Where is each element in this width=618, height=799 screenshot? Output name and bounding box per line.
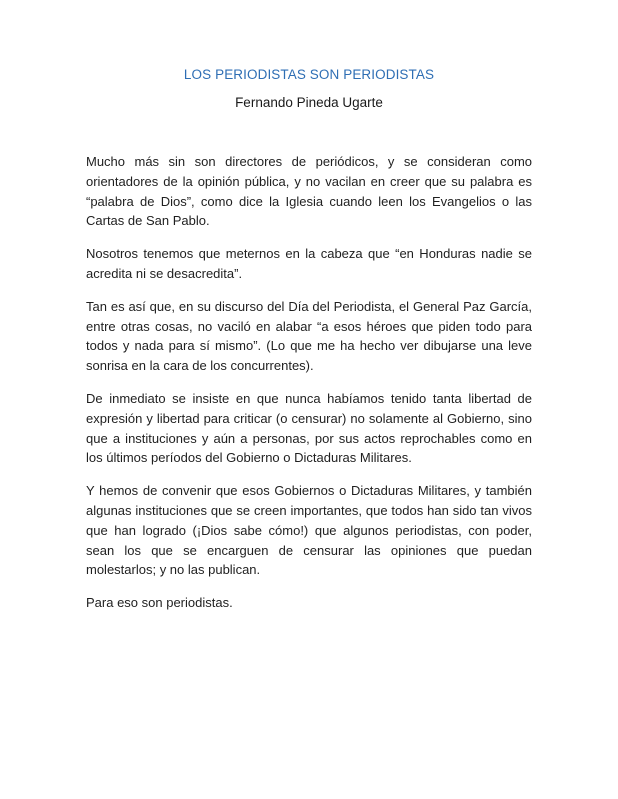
document-title: LOS PERIODISTAS SON PERIODISTAS bbox=[183, 67, 435, 82]
paragraph: Tan es así que, en su discurso del Día del Periodista, el General Paz García, entre otras cosas, no vaciló en alabar “a esos héroes que piden todo para todos y nada para sí mismo”. (Lo que me ha hecho ver dibujarse una leve sonrisa en la cara de los concurrentes). bbox=[86, 298, 532, 374]
paragraph: Mucho más sin son directores de periódicos, y se consideran como orientadores de la opinión pública, y no vacilan en creer que su palabra es “palabra de Dios”, como dice la Iglesia cuando leen los Evangelios o las Cartas de San Pablo. bbox=[86, 154, 532, 229]
paragraph: Nosotros tenemos que meternos en la cabeza que “en Honduras nadie se acredita ni se desacredita”. bbox=[86, 246, 532, 281]
paragraph: Y hemos de convenir que esos Gobiernos o Dictaduras Militares, y también algunas instituciones que se creen importantes, que todos han sido tan vivos que han logrado (¡Dios sabe cómo!) que algunos periodistas, con poder, sean los que se encarguen de censurar las opiniones que puedan molestarlos; y no las publican. bbox=[86, 483, 532, 578]
document-author: Fernando Pineda Ugarte bbox=[235, 95, 383, 110]
document-body bbox=[86, 152, 532, 613]
paragraph: Para eso son periodistas. bbox=[86, 595, 233, 611]
paragraph: De inmediato se insiste en que nunca habíamos tenido tanta libertad de expresión y libertad para criticar (o censurar) no solamente al Gobierno, sino que a instituciones y aún a personas, por sus actos reprochables como en los últimos períodos del Gobierno o Dictaduras Militares. bbox=[86, 390, 532, 466]
